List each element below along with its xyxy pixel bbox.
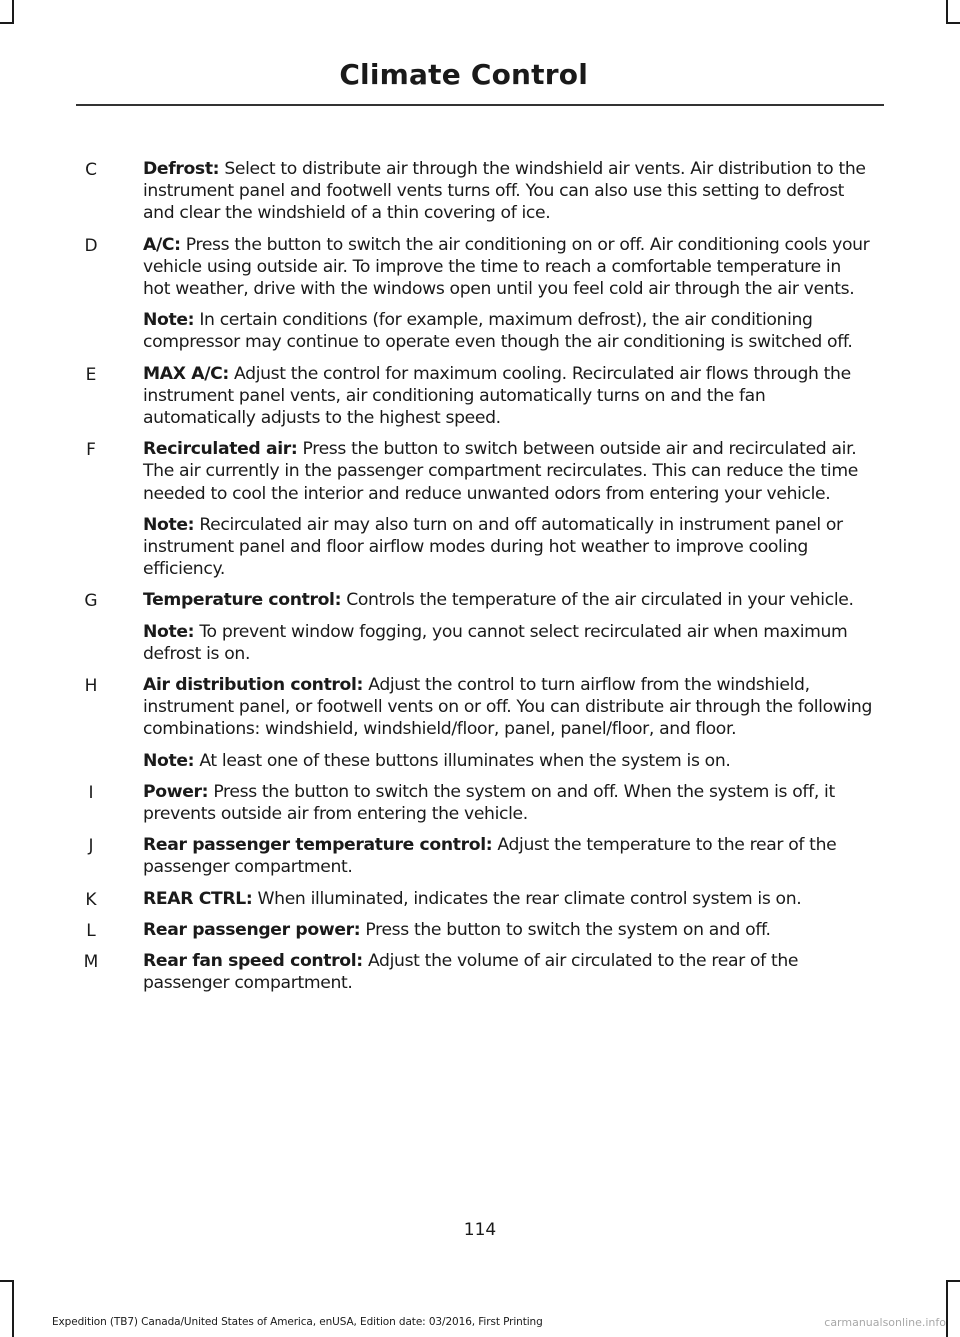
entry-note bbox=[143, 621, 873, 665]
entry-c bbox=[0, 158, 960, 225]
entry-term: Note: bbox=[143, 514, 195, 535]
entry-letter: G bbox=[84, 591, 98, 612]
entry-term: Note: bbox=[143, 750, 195, 771]
entry-description bbox=[143, 888, 873, 910]
entry-text: Press the button to switch the air conditioning on or off. Air conditioning cools your vehicle using outside air. To improve the time to reach a comfortable temperature in hot weather, drive with the windows open until you feel cold air through the air vents. bbox=[143, 234, 870, 300]
crop-mark-top-right-vertical bbox=[946, 0, 948, 24]
entry-text: Press the button to switch the system on and off. When the system is off, it prevents outside air from entering the vehicle. bbox=[143, 781, 835, 825]
entry-text: When illuminated, indicates the rear climate control system is on. bbox=[252, 888, 802, 909]
entry-description bbox=[143, 781, 873, 825]
entry-d bbox=[0, 234, 960, 354]
entry-h bbox=[0, 674, 960, 772]
entry-g bbox=[0, 589, 960, 665]
entry-letter: K bbox=[85, 889, 97, 910]
entry-text: In certain conditions (for example, maximum defrost), the air conditioning compressor may continue to operate even though the air conditioning is switched off. bbox=[143, 310, 853, 353]
entry-description bbox=[143, 363, 873, 430]
entry-body bbox=[143, 589, 873, 665]
entry-letter: M bbox=[83, 952, 99, 973]
entry-term: REAR CTRL: bbox=[143, 888, 253, 909]
entry-letter: D bbox=[84, 235, 98, 256]
entry-text: Select to distribute air through the windshield air vents. Air distribution to the instrument panel and footwell vents turns off. You can also use this setting to defrost and clear the windshield of a thin covering of ice. bbox=[143, 159, 866, 224]
entry-f bbox=[0, 438, 960, 580]
entry-description bbox=[143, 158, 873, 225]
control-descriptions bbox=[0, 158, 960, 1004]
entry-text: Adjust the control for maximum cooling. Recirculated air flows through the instrument panel vents, air conditioning automatically turns on and the fan automatically adjusts to the highest speed. bbox=[143, 363, 851, 429]
entry-body bbox=[143, 438, 873, 580]
entry-description bbox=[143, 834, 873, 878]
page-number: 114 bbox=[463, 1220, 497, 1240]
crop-mark-bottom-left-horizontal bbox=[0, 1280, 14, 1282]
entry-m bbox=[0, 950, 960, 994]
entry-term: Power: bbox=[143, 781, 209, 802]
entry-body bbox=[143, 158, 873, 225]
entry-term: Temperature control: bbox=[143, 590, 342, 611]
edition-footer: Expedition (TB7) Canada/United States of America, enUSA, Edition date: 03/2016, First Printing bbox=[52, 1316, 543, 1328]
entry-text: Recirculated air may also turn on and off automatically in instrument panel or instrument panel and floor airflow modes during hot weather to improve cooling efficiency. bbox=[143, 514, 843, 580]
entry-letter: H bbox=[84, 676, 98, 697]
entry-note bbox=[143, 514, 873, 581]
entry-description bbox=[143, 950, 873, 994]
entry-text: Adjust the temperature to the rear of the passenger compartment. bbox=[143, 835, 837, 878]
entry-body bbox=[143, 834, 873, 878]
entry-j bbox=[0, 834, 960, 878]
entry-note bbox=[143, 750, 873, 772]
entry-text: At least one of these buttons illuminates when the system is on. bbox=[194, 750, 731, 771]
entry-text: Controls the temperature of the air circulated in your vehicle. bbox=[341, 590, 854, 611]
entry-term: Defrost: bbox=[143, 159, 220, 179]
entry-term: Recirculated air: bbox=[143, 439, 298, 460]
entry-body bbox=[143, 781, 873, 825]
entry-l bbox=[0, 919, 960, 941]
entry-body bbox=[143, 674, 873, 772]
entry-term: Note: bbox=[143, 621, 195, 642]
entry-description bbox=[143, 589, 873, 611]
entry-term: Air distribution control: bbox=[143, 675, 364, 696]
entry-e bbox=[0, 363, 960, 430]
entry-text: Press the button to switch between outside air and recirculated air. The air currently in the passenger compartment recirculates. This can reduce the time needed to cool the interior and reduce unwanted odors from entering your vehicle. bbox=[143, 439, 858, 504]
entry-letter: E bbox=[85, 364, 97, 385]
page-title: Climate Control bbox=[339, 58, 588, 91]
entry-description bbox=[143, 234, 873, 301]
entry-description bbox=[143, 919, 873, 941]
entry-text: Press the button to switch the system on and off. bbox=[360, 919, 771, 940]
entry-term: Note: bbox=[143, 310, 195, 331]
entry-letter: F bbox=[86, 440, 96, 461]
entry-term: A/C: bbox=[143, 234, 181, 255]
entry-body bbox=[143, 919, 873, 941]
entry-body bbox=[143, 234, 873, 354]
crop-mark-bottom-left-vertical bbox=[12, 1280, 14, 1337]
entry-term: Rear fan speed control: bbox=[143, 951, 363, 972]
entry-term: MAX A/C: bbox=[143, 363, 229, 384]
entry-body bbox=[143, 363, 873, 430]
title-divider bbox=[76, 104, 884, 106]
entry-k bbox=[0, 888, 960, 910]
entry-description bbox=[143, 438, 873, 505]
entry-letter: J bbox=[88, 836, 94, 857]
entry-letter: I bbox=[88, 782, 94, 803]
entry-description bbox=[143, 674, 873, 741]
crop-mark-top-left-vertical bbox=[12, 0, 14, 24]
entry-letter: L bbox=[86, 920, 96, 941]
crop-mark-bottom-right-horizontal bbox=[946, 1280, 960, 1282]
crop-mark-top-left-horizontal bbox=[0, 22, 14, 24]
watermark: carmanualsonline.info bbox=[824, 1316, 946, 1329]
entry-term: Rear passenger power: bbox=[143, 919, 361, 940]
entry-i bbox=[0, 781, 960, 825]
entry-body bbox=[143, 888, 873, 910]
entry-note bbox=[143, 309, 873, 353]
crop-mark-top-right-horizontal bbox=[946, 22, 960, 24]
entry-text: Adjust the control to turn airflow from the windshield, instrument panel, or footwell vents on or off. You can distribute air through the following combinations: windshield, windshield/floor, panel, panel/floor, and floor. bbox=[143, 675, 873, 740]
crop-mark-bottom-right-vertical bbox=[946, 1280, 948, 1337]
entry-text: Adjust the volume of air circulated to the rear of the passenger compartment. bbox=[143, 951, 799, 994]
entry-term: Rear passenger temperature control: bbox=[143, 835, 493, 856]
entry-text: To prevent window fogging, you cannot select recirculated air when maximum defrost is on. bbox=[143, 621, 848, 664]
entry-letter: C bbox=[85, 160, 97, 180]
entry-body bbox=[143, 950, 873, 994]
